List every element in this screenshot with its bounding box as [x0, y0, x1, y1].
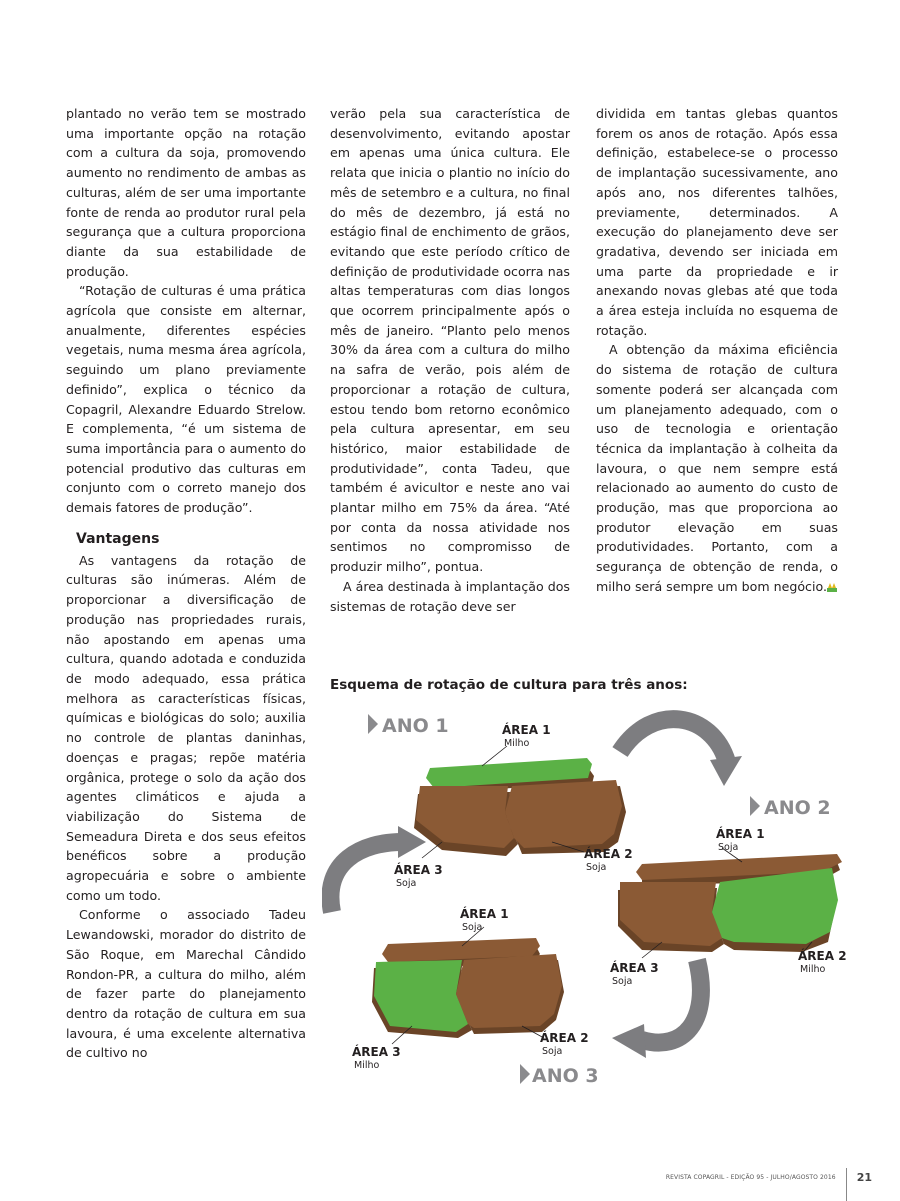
page-number: 21	[856, 1170, 872, 1184]
paragraph: As vantagens da rotação de culturas são inúmeras. Além de proporcionar a diversificação de produção nas propriedades rurais, não apostando em apenas uma cultura, quando adotada e conduzida de modo adequado, essa prática melhora as características físicas, químicas e biológicas do solo; auxilia no controle de plantas daninhas, doenças e pragas; repõe matéria orgânica, protege o solo da ação dos agentes climáticos e ajuda a viabilização do Sistema de Semeadura Direta e dos seus efeitos benéficos sobre a produção agropecuária e sobre o ambiente como um todo.	[66, 552, 306, 903]
rotation-diagram	[322, 702, 862, 1094]
area-label: ÁREA 2	[540, 1031, 589, 1045]
section-heading: Vantagens	[76, 530, 160, 547]
field-year-1	[414, 758, 626, 856]
paragraph-text: A obtenção da máxima eficiência do sistema de rotação de cultura somente poderá ser alcançada com um planejamento adequado, com o uso de tecnologia e orientação técnica da implantação à colheita da lavoura, o que nem sempre está relacionado ao aumento do custo de produção, mas que proporciona ao produtor elevação em suas produtividades. Portanto, com a segurança de obtenção de renda, o milho será sempre um bom negócio.	[596, 342, 838, 594]
crop-label: Milho	[354, 1060, 380, 1071]
field-year-3	[372, 938, 564, 1038]
paragraph: “Rotação de culturas é uma prática agrícola que consiste em alternar, anualmente, diferentes espécies vegetais, numa mesma área agrícola, seguindo um plano previamente definido”, explica o técnico da Copagril, Alexandre Eduardo Strelow. E complementa, “é um sistema de suma importância para o aumento do potencial produtivo das culturas em conjunto com o correto manejo dos demais fatores de produção”.	[66, 283, 306, 516]
crop-label: Soja	[396, 878, 417, 889]
paragraph: plantado no verão tem se mostrado uma importante opção na rotação com a cultura da soja, promovendo aumento no rendimento de ambas as culturas, além de ser uma importante fonte de renda ao produtor rural pela segurança que a cultura proporciona diante da sua estabilidade de produção.	[66, 106, 306, 279]
paragraph: Conforme o associado Tadeu Lewandowski, morador do distrito de São Roque, em Marechal Cândido Rondon-PR, a cultura do milho, além de fazer parte do planejamento dentro da rotação de cultura em sua lavoura, é uma excelente alternativa de cultivo no	[66, 907, 306, 1061]
crop-label: Milho	[800, 964, 826, 975]
diagram-title: Esquema de rotação de cultura para três anos:	[330, 677, 688, 693]
end-mark-icon	[827, 582, 837, 592]
area-label: ÁREA 1	[502, 723, 551, 737]
triangle-icon	[520, 1064, 530, 1084]
year-label-2	[750, 796, 831, 819]
area-label: ÁREA 2	[584, 847, 633, 861]
area-label: ÁREA 2	[798, 949, 847, 963]
svg-text:ANO 1: ANO 1	[382, 715, 449, 737]
area-label: ÁREA 1	[460, 907, 509, 921]
area-label: ÁREA 3	[352, 1045, 401, 1059]
field-area2-soja	[505, 780, 622, 848]
crop-label: Soja	[612, 976, 633, 987]
text-column-3	[596, 104, 838, 597]
paragraph: A área destinada à implantação dos sistemas de rotação deve ser	[330, 578, 570, 614]
crop-label: Soja	[586, 862, 607, 873]
publication-info: REVISTA COPAGRIL - EDIÇÃO 95 - JULHO/AGOSTO 2016	[665, 1173, 836, 1181]
svg-text:ANO 2: ANO 2	[764, 797, 831, 819]
triangle-icon	[368, 714, 378, 734]
crop-label: Soja	[542, 1046, 563, 1057]
crop-label: Milho	[504, 738, 530, 749]
page-footer	[666, 1154, 872, 1200]
crop-label: Soja	[718, 842, 739, 853]
triangle-icon	[750, 796, 760, 816]
field-area3-milho	[374, 960, 468, 1032]
year-label-1	[368, 714, 449, 737]
footer-divider	[846, 1168, 847, 1201]
year-label-3	[520, 1064, 599, 1087]
text-column-1	[66, 104, 306, 1063]
paragraph: dividida em tantas glebas quantos forem os anos de rotação. Após essa definição, estabelece-se o processo de implantação sucessivamente, ano após ano, nos diferentes talhões, previamente, determinados. A execução do planejamento deve ser gradativa, devendo ser iniciada em uma parte da propriedade e ir anexando novas glebas até que toda a área esteja incluída no esquema de rotação.	[596, 106, 838, 338]
svg-text:ANO 3: ANO 3	[532, 1065, 599, 1087]
area-label: ÁREA 1	[716, 827, 765, 841]
text-column-2	[330, 104, 570, 616]
area-label: ÁREA 3	[394, 863, 443, 877]
paragraph: verão pela sua característica de desenvolvimento, evitando apostar em apenas uma única cultura. Ele relata que inicia o plantio no início do mês de setembro e a cultura, no final do mês de dezembro, já está no estágio final de enchimento de grãos, evitando que este período crítico de definição de produtividade ocorra nas altas temperaturas com dias longos que ocorrem principalmente após o mês de janeiro. “Planto pelo menos 30% da área com a cultura do milho na safra de verão, pois além de proporcionar a rotação de cultura, estou tendo bom retorno econômico pela cultura apresentar, em seu histórico, maior estabilidade de produtividade”, conta Tadeu, que também é avicultor e neste ano vai plantar milho em 75% da área. “Até por conta da nossa atividade nos sentimos no compromisso de produzir milho”, pontua.	[330, 106, 570, 575]
field-area2-soja	[456, 954, 562, 1028]
arrow-year1-to-year2-icon	[620, 719, 742, 786]
paragraph	[596, 340, 838, 596]
crop-label: Soja	[462, 922, 483, 933]
area-label: ÁREA 3	[610, 961, 659, 975]
field-year-2	[618, 854, 842, 952]
